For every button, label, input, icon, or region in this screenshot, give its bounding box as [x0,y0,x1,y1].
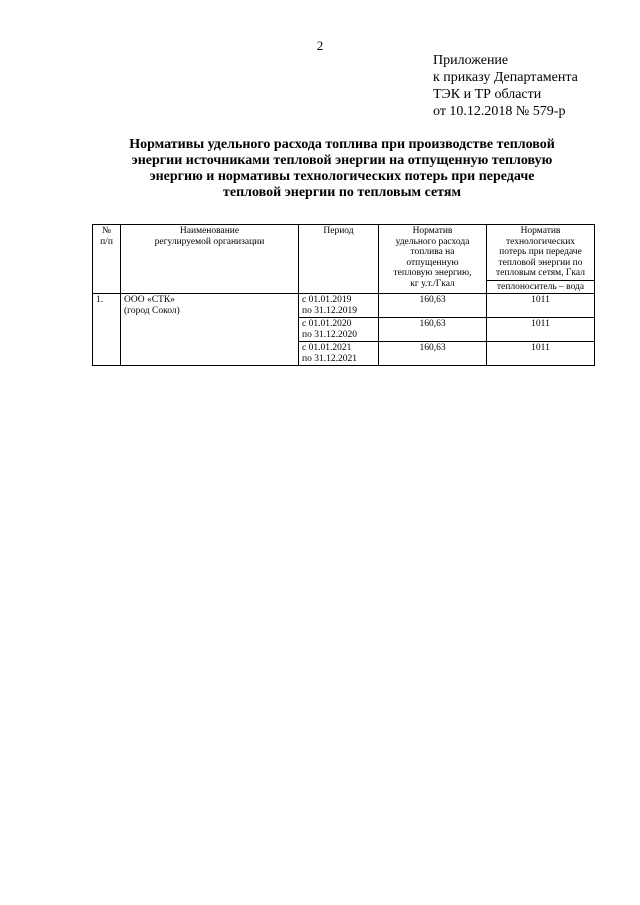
cell-losses-norm: 1011 [487,342,595,366]
title-line: тепловой энергии по тепловым сетям [223,185,461,200]
cell-period: с 01.01.2020 по 31.12.2020 [299,318,379,342]
cell-fuel-norm: 160,63 [379,318,487,342]
norms-table [92,224,595,366]
header-losses-coolant: теплоноситель – вода [487,280,595,294]
page-number: 2 [316,38,324,53]
appendix-line: от 10.12.2018 № 579-р [433,104,566,119]
header-losses-norm: Норматив технологических потерь при передаче тепловой энергии по тепловым сетям, Гкал [487,225,595,281]
title-line: энергию и нормативы технологических потерь при передаче [149,169,535,184]
title-line: Нормативы удельного расхода топлива при производстве тепловой [129,137,555,152]
title-line: энергии источниками тепловой энергии на отпущенную тепловую [131,153,553,168]
appendix-line: Приложение [433,53,509,68]
cell-losses-norm: 1011 [487,318,595,342]
cell-fuel-norm: 160,63 [379,342,487,366]
appendix-line: ТЭК и ТР области [433,87,542,102]
cell-period: с 01.01.2019 по 31.12.2019 [299,294,379,318]
cell-period: с 01.01.2021 по 31.12.2021 [299,342,379,366]
header-num: № п/п [93,225,121,294]
header-organization: Наименование регулируемой организации [121,225,299,294]
table-header-row [93,225,595,281]
cell-num: 1. [93,294,121,366]
header-period: Период [299,225,379,294]
appendix-block [433,52,578,120]
cell-losses-norm: 1011 [487,294,595,318]
document-title [92,137,592,201]
cell-organization: ООО «СТК» (город Сокол) [121,294,299,366]
cell-fuel-norm: 160,63 [379,294,487,318]
table-row [93,294,595,318]
appendix-line: к приказу Департамента [433,70,578,85]
header-fuel-norm: Норматив удельного расхода топлива на отпущенную тепловую энергию, кг у.т./Гкал [379,225,487,294]
